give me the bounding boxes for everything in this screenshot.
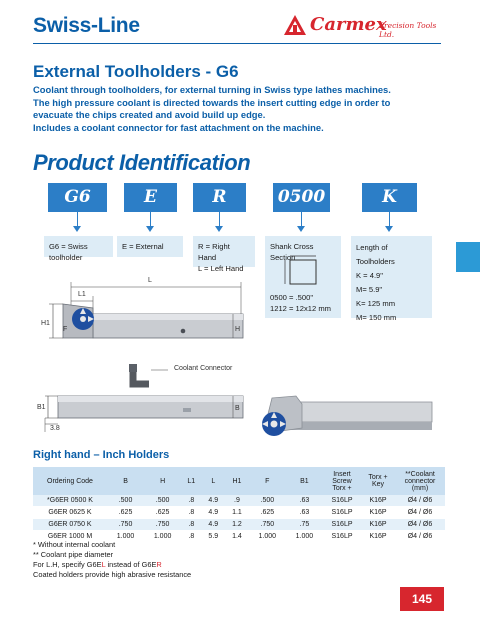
page-number: 145 bbox=[400, 587, 444, 611]
desc-text: Shank Cross Section bbox=[270, 242, 314, 262]
table-cell: K16P bbox=[361, 519, 395, 531]
arrow-down-icon bbox=[297, 226, 305, 232]
footnotes bbox=[33, 540, 191, 580]
table-cell: .63 bbox=[286, 495, 323, 507]
brand-tagline: Precision Tools Ltd. bbox=[379, 21, 437, 39]
table-cell: K16P bbox=[361, 507, 395, 519]
table-cell: 4.9 bbox=[201, 519, 225, 531]
brand-logo bbox=[282, 12, 442, 40]
column-header: Insert Screw Torx + bbox=[323, 467, 361, 495]
intro-line: evacuate the chips created and avoid build up edge. bbox=[33, 109, 266, 121]
desc-text: E = External bbox=[122, 242, 164, 251]
code-box-r: R bbox=[193, 183, 246, 212]
intro-paragraph bbox=[33, 84, 443, 134]
dim-label-3-8: 3.8 bbox=[50, 425, 60, 432]
table-cell: Ø4 / Ø6 bbox=[395, 507, 445, 519]
code-box-k: K bbox=[362, 183, 417, 212]
table-title: Right hand – Inch Holders bbox=[33, 449, 170, 461]
table-cell: .750 bbox=[144, 519, 181, 531]
table-cell: .8 bbox=[181, 507, 201, 519]
footnote-lh: For L.H, specify G6EL instead of G6ER bbox=[33, 560, 162, 569]
table-cell: .625 bbox=[107, 507, 144, 519]
dim-label-H: H bbox=[235, 326, 241, 333]
footnote: * Without internal coolant bbox=[33, 540, 116, 549]
column-header: B bbox=[107, 467, 144, 495]
code-box-e: E bbox=[124, 183, 177, 212]
desc-shank-cross-section bbox=[265, 236, 341, 318]
table-cell: Ø4 / Ø6 bbox=[395, 519, 445, 531]
table-cell: .8 bbox=[181, 519, 201, 531]
table-header-row bbox=[33, 467, 445, 495]
table-cell: S16LP bbox=[323, 519, 361, 531]
column-header: L bbox=[201, 467, 225, 495]
table-cell: .750 bbox=[107, 519, 144, 531]
table-cell: 5.9 bbox=[201, 531, 225, 543]
desc-text: M= 150 mm bbox=[356, 313, 397, 322]
logo-emblem-icon bbox=[282, 13, 308, 39]
dim-label-F: F bbox=[63, 326, 68, 333]
table-cell: S16LP bbox=[323, 507, 361, 519]
table-cell: .500 bbox=[144, 495, 181, 507]
table-cell: 1.4 bbox=[225, 531, 249, 543]
desc-text: L = Left Hand bbox=[198, 264, 244, 273]
intro-line: Coolant through toolholders, for external turning in Swiss type lathes machines. bbox=[33, 84, 391, 95]
table-cell: Ø4 / Ø6 bbox=[395, 495, 445, 507]
column-header: F bbox=[249, 467, 286, 495]
dim-label-L1: L1 bbox=[78, 291, 86, 298]
desc-external bbox=[117, 236, 183, 257]
section-title: Swiss-Line bbox=[33, 14, 140, 37]
desc-hand bbox=[193, 236, 255, 273]
column-header: Ordering Code bbox=[33, 467, 107, 495]
desc-text: K = 4.9" bbox=[356, 271, 383, 280]
intro-line: The high pressure coolant is directed towards the insert cutting edge in order to bbox=[33, 96, 391, 108]
table-cell: G6ER 1000 M bbox=[33, 531, 107, 543]
coolant-connector-label: Coolant Connector bbox=[174, 365, 233, 372]
table-cell: K16P bbox=[361, 531, 395, 543]
code-box-0500: 0500 bbox=[273, 183, 330, 212]
table-cell: .8 bbox=[181, 495, 201, 507]
brand-name: Carmex bbox=[310, 14, 387, 35]
table-cell: 1.000 bbox=[144, 531, 181, 543]
product-identification-title: Product Identification bbox=[33, 150, 251, 175]
table-cell: .625 bbox=[144, 507, 181, 519]
desc-text: Length of Toolholders bbox=[356, 243, 395, 266]
dim-label-L: L bbox=[148, 277, 152, 284]
arrow-down-icon bbox=[146, 226, 154, 232]
page-title: External Toolholders - G6 bbox=[33, 62, 239, 81]
desc-text: 1212 = 12x12 mm bbox=[270, 304, 331, 313]
table-cell: 1.1 bbox=[225, 507, 249, 519]
table-cell: *G6ER 0500 K bbox=[33, 495, 107, 507]
dim-label-H1: H1 bbox=[41, 320, 50, 327]
desc-swiss-toolholder bbox=[44, 236, 113, 262]
header-rule bbox=[33, 43, 441, 44]
side-tab-marker bbox=[456, 242, 480, 272]
table-row bbox=[33, 495, 445, 507]
table-cell: .63 bbox=[286, 507, 323, 519]
table-cell: .500 bbox=[107, 495, 144, 507]
table-cell: .750 bbox=[249, 519, 286, 531]
column-header: B1 bbox=[286, 467, 323, 495]
desc-text: 0500 = .500" bbox=[270, 293, 314, 302]
toolholder-3d-image bbox=[252, 392, 438, 448]
table-cell: .75 bbox=[286, 519, 323, 531]
desc-text: M= 5.9" bbox=[356, 285, 383, 294]
table-cell: Ø4 / Ø6 bbox=[395, 531, 445, 543]
table-cell: .500 bbox=[249, 495, 286, 507]
table-cell: .625 bbox=[249, 507, 286, 519]
desc-length bbox=[351, 236, 432, 322]
toolholder-drawing bbox=[33, 274, 248, 442]
table-cell: S16LP bbox=[323, 495, 361, 507]
footnote: Coated holders provide high abrasive resistance bbox=[33, 570, 192, 579]
column-header: H1 bbox=[225, 467, 249, 495]
table-cell: 4.9 bbox=[201, 495, 225, 507]
table-cell: 1.000 bbox=[286, 531, 323, 543]
table-cell: .9 bbox=[225, 495, 249, 507]
table-cell: S16LP bbox=[323, 531, 361, 543]
table-cell: 1.2 bbox=[225, 519, 249, 531]
footnote: ** Coolant pipe diameter bbox=[33, 550, 114, 559]
arrow-down-icon bbox=[73, 226, 81, 232]
table-cell: K16P bbox=[361, 495, 395, 507]
column-header: L1 bbox=[181, 467, 201, 495]
desc-text: G6 = Swiss toolholder bbox=[49, 242, 88, 262]
table-cell: 1.000 bbox=[249, 531, 286, 543]
intro-line: Includes a coolant connector for fast attachment on the machine. bbox=[33, 121, 324, 133]
arrow-down-icon bbox=[385, 226, 393, 232]
table-cell: 4.9 bbox=[201, 507, 225, 519]
column-header: H bbox=[144, 467, 181, 495]
desc-text: K= 125 mm bbox=[356, 299, 396, 308]
column-header: **Coolant connector (mm) bbox=[395, 467, 445, 495]
column-header: Torx + Key bbox=[361, 467, 395, 495]
code-box-g6: G6 bbox=[48, 183, 107, 212]
arrow-down-icon bbox=[215, 226, 223, 232]
dim-label-B: B bbox=[235, 405, 240, 412]
table-cell: G6ER 0625 K bbox=[33, 507, 107, 519]
dim-label-B1: B1 bbox=[37, 404, 46, 411]
holders-table bbox=[33, 467, 445, 543]
desc-text: R = Right Hand bbox=[198, 242, 230, 262]
table-cell: 1.000 bbox=[107, 531, 144, 543]
table-row bbox=[33, 507, 445, 519]
table-cell: .8 bbox=[181, 531, 201, 543]
table-cell: G6ER 0750 K bbox=[33, 519, 107, 531]
table-row bbox=[33, 519, 445, 531]
shank-square-icon bbox=[283, 253, 323, 287]
